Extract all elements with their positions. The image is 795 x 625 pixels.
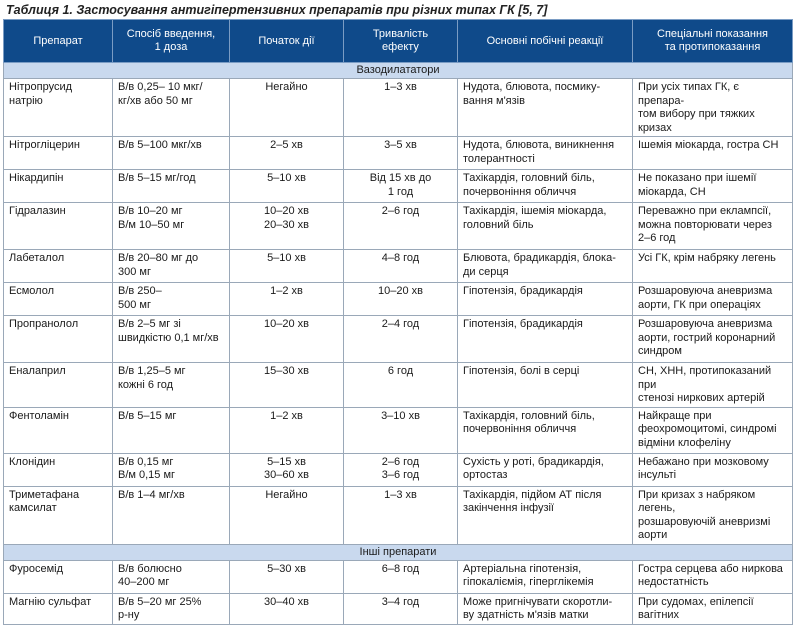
side-effects-cell: Артеріальна гіпотензія, гіпокаліємія, гіперглікемія <box>458 560 633 593</box>
indications-cell: Розшаровуюча аневризма аорти, гострий коронарний синдром <box>633 316 793 363</box>
indications-cell: Небажано при мозковому інсульті <box>633 453 793 486</box>
route-cell: В/в 1–4 мг/хв <box>113 486 230 544</box>
side-effects-cell: Може пригнічувати скоротли- ву здатність м'язів матки <box>458 593 633 624</box>
onset-cell: 5–30 хв <box>230 560 344 593</box>
duration-cell: 2–6 год 3–6 год <box>344 453 458 486</box>
indications-cell: Гостра серцева або ниркова недостатність <box>633 560 793 593</box>
table-row <box>4 363 793 408</box>
duration-cell: Від 15 хв до 1 год <box>344 170 458 203</box>
indications-cell: Ішемія міокарда, гостра СН <box>633 137 793 170</box>
onset-cell: 1–2 хв <box>230 407 344 453</box>
section-title: Інші препарати <box>4 544 793 560</box>
duration-cell: 3–10 хв <box>344 407 458 453</box>
side-effects-cell: Блювота, брадикардія, блока- ди серця <box>458 250 633 283</box>
onset-cell: 5–10 хв <box>230 170 344 203</box>
table-row <box>4 593 793 624</box>
route-cell: В/в 0,25– 10 мкг/ кг/хв або 50 мг <box>113 79 230 137</box>
side-effects-cell: Гіпотензія, брадикардія <box>458 283 633 316</box>
col-header-drug: Препарат <box>4 20 113 63</box>
indications-cell: Найкраще при феохромоцитомі, синдромі відміни клофеліну <box>633 407 793 453</box>
drug-cell: Гідралазин <box>4 203 113 250</box>
onset-cell: 5–15 хв 30–60 хв <box>230 453 344 486</box>
route-cell: В/в 5–15 мг <box>113 407 230 453</box>
table-row <box>4 407 793 453</box>
col-header-indications: Спеціальні показання та протипоказання <box>633 20 793 63</box>
table-row <box>4 203 793 250</box>
table-row <box>4 486 793 544</box>
indications-cell: При усіх типах ГК, є препара- том вибору при тяжких кризах <box>633 79 793 137</box>
drug-cell: Пропранолол <box>4 316 113 363</box>
drug-cell: Есмолол <box>4 283 113 316</box>
side-effects-cell: Гіпотензія, брадикардія <box>458 316 633 363</box>
indications-cell: Розшаровуюча аневризма аорти, ГК при операціях <box>633 283 793 316</box>
onset-cell: Негайно <box>230 486 344 544</box>
onset-cell: 1–2 хв <box>230 283 344 316</box>
route-cell: В/в 2–5 мг зі швидкістю 0,1 мг/хв <box>113 316 230 363</box>
table-row <box>4 560 793 593</box>
side-effects-cell: Гіпотензія, болі в серці <box>458 363 633 408</box>
indications-cell: При кризах з набряком легень, розшаровуючій аневризмі аорти <box>633 486 793 544</box>
table-row <box>4 316 793 363</box>
onset-cell: 10–20 хв 20–30 хв <box>230 203 344 250</box>
side-effects-cell: Тахікардія, головний біль, почервоніння обличчя <box>458 170 633 203</box>
table-caption: Таблиця 1. Застосування антигіпертензивних препаратів при різних типах ГК [5, 7] <box>6 3 548 17</box>
drug-cell: Нітропрусид натрію <box>4 79 113 137</box>
duration-cell: 3–5 хв <box>344 137 458 170</box>
indications-cell: Не показано при ішемії міокарда, СН <box>633 170 793 203</box>
side-effects-cell: Тахікардія, підйом АТ після закінчення інфузії <box>458 486 633 544</box>
table-row <box>4 283 793 316</box>
indications-cell: Переважно при еклампсії, можна повторювати через 2–6 год <box>633 203 793 250</box>
route-cell: В/в 5–100 мкг/хв <box>113 137 230 170</box>
route-cell: В/в 5–15 мг/год <box>113 170 230 203</box>
indications-cell: СН, ХНН, протипоказаний при стенозі ниркових артерій <box>633 363 793 408</box>
duration-cell: 6 год <box>344 363 458 408</box>
drug-cell: Нітрогліцерин <box>4 137 113 170</box>
duration-cell: 1–3 хв <box>344 486 458 544</box>
col-header-side-effects: Основні побічні реакції <box>458 20 633 63</box>
side-effects-cell: Нудота, блювота, виникнення толерантності <box>458 137 633 170</box>
drug-cell: Нікардипін <box>4 170 113 203</box>
indications-cell: Усі ГК, крім набряку легень <box>633 250 793 283</box>
section-title: Вазодилататори <box>4 63 793 79</box>
side-effects-cell: Сухість у роті, брадикардія, ортостаз <box>458 453 633 486</box>
onset-cell: 15–30 хв <box>230 363 344 408</box>
drug-cell: Клонідин <box>4 453 113 486</box>
onset-cell: 10–20 хв <box>230 316 344 363</box>
col-header-onset: Початок дії <box>230 20 344 63</box>
drug-cell: Триметафана камсилат <box>4 486 113 544</box>
drug-cell: Фуросемід <box>4 560 113 593</box>
duration-cell: 3–4 год <box>344 593 458 624</box>
duration-cell: 6–8 год <box>344 560 458 593</box>
table-row <box>4 137 793 170</box>
table-row <box>4 250 793 283</box>
onset-cell: 2–5 хв <box>230 137 344 170</box>
table-row <box>4 79 793 137</box>
duration-cell: 2–4 год <box>344 316 458 363</box>
route-cell: В/в 1,25–5 мг кожні 6 год <box>113 363 230 408</box>
route-cell: В/в 10–20 мг В/м 10–50 мг <box>113 203 230 250</box>
route-cell: В/в 0,15 мг В/м 0,15 мг <box>113 453 230 486</box>
drug-table <box>3 19 793 625</box>
table-row <box>4 453 793 486</box>
duration-cell: 1–3 хв <box>344 79 458 137</box>
onset-cell: 5–10 хв <box>230 250 344 283</box>
route-cell: В/в болюсно 40–200 мг <box>113 560 230 593</box>
table-row <box>4 170 793 203</box>
drug-cell: Фентоламін <box>4 407 113 453</box>
drug-cell: Лабеталол <box>4 250 113 283</box>
header-row <box>4 20 793 63</box>
section-row <box>4 63 793 79</box>
side-effects-cell: Тахікардія, головний біль, почервоніння обличчя <box>458 407 633 453</box>
col-header-route: Спосіб введення, 1 доза <box>113 20 230 63</box>
onset-cell: 30–40 хв <box>230 593 344 624</box>
route-cell: В/в 250– 500 мг <box>113 283 230 316</box>
side-effects-cell: Тахікардія, ішемія міокарда, головний біль <box>458 203 633 250</box>
route-cell: В/в 20–80 мг до 300 мг <box>113 250 230 283</box>
duration-cell: 2–6 год <box>344 203 458 250</box>
table-body <box>4 63 793 625</box>
duration-cell: 4–8 год <box>344 250 458 283</box>
drug-cell: Еналаприл <box>4 363 113 408</box>
col-header-duration: Тривалість ефекту <box>344 20 458 63</box>
section-row <box>4 544 793 560</box>
onset-cell: Негайно <box>230 79 344 137</box>
indications-cell: При судомах, епілепсії вагітних <box>633 593 793 624</box>
drug-cell: Магнію сульфат <box>4 593 113 624</box>
side-effects-cell: Нудота, блювота, посмику- вання м'язів <box>458 79 633 137</box>
duration-cell: 10–20 хв <box>344 283 458 316</box>
route-cell: В/в 5–20 мг 25% р-ну <box>113 593 230 624</box>
